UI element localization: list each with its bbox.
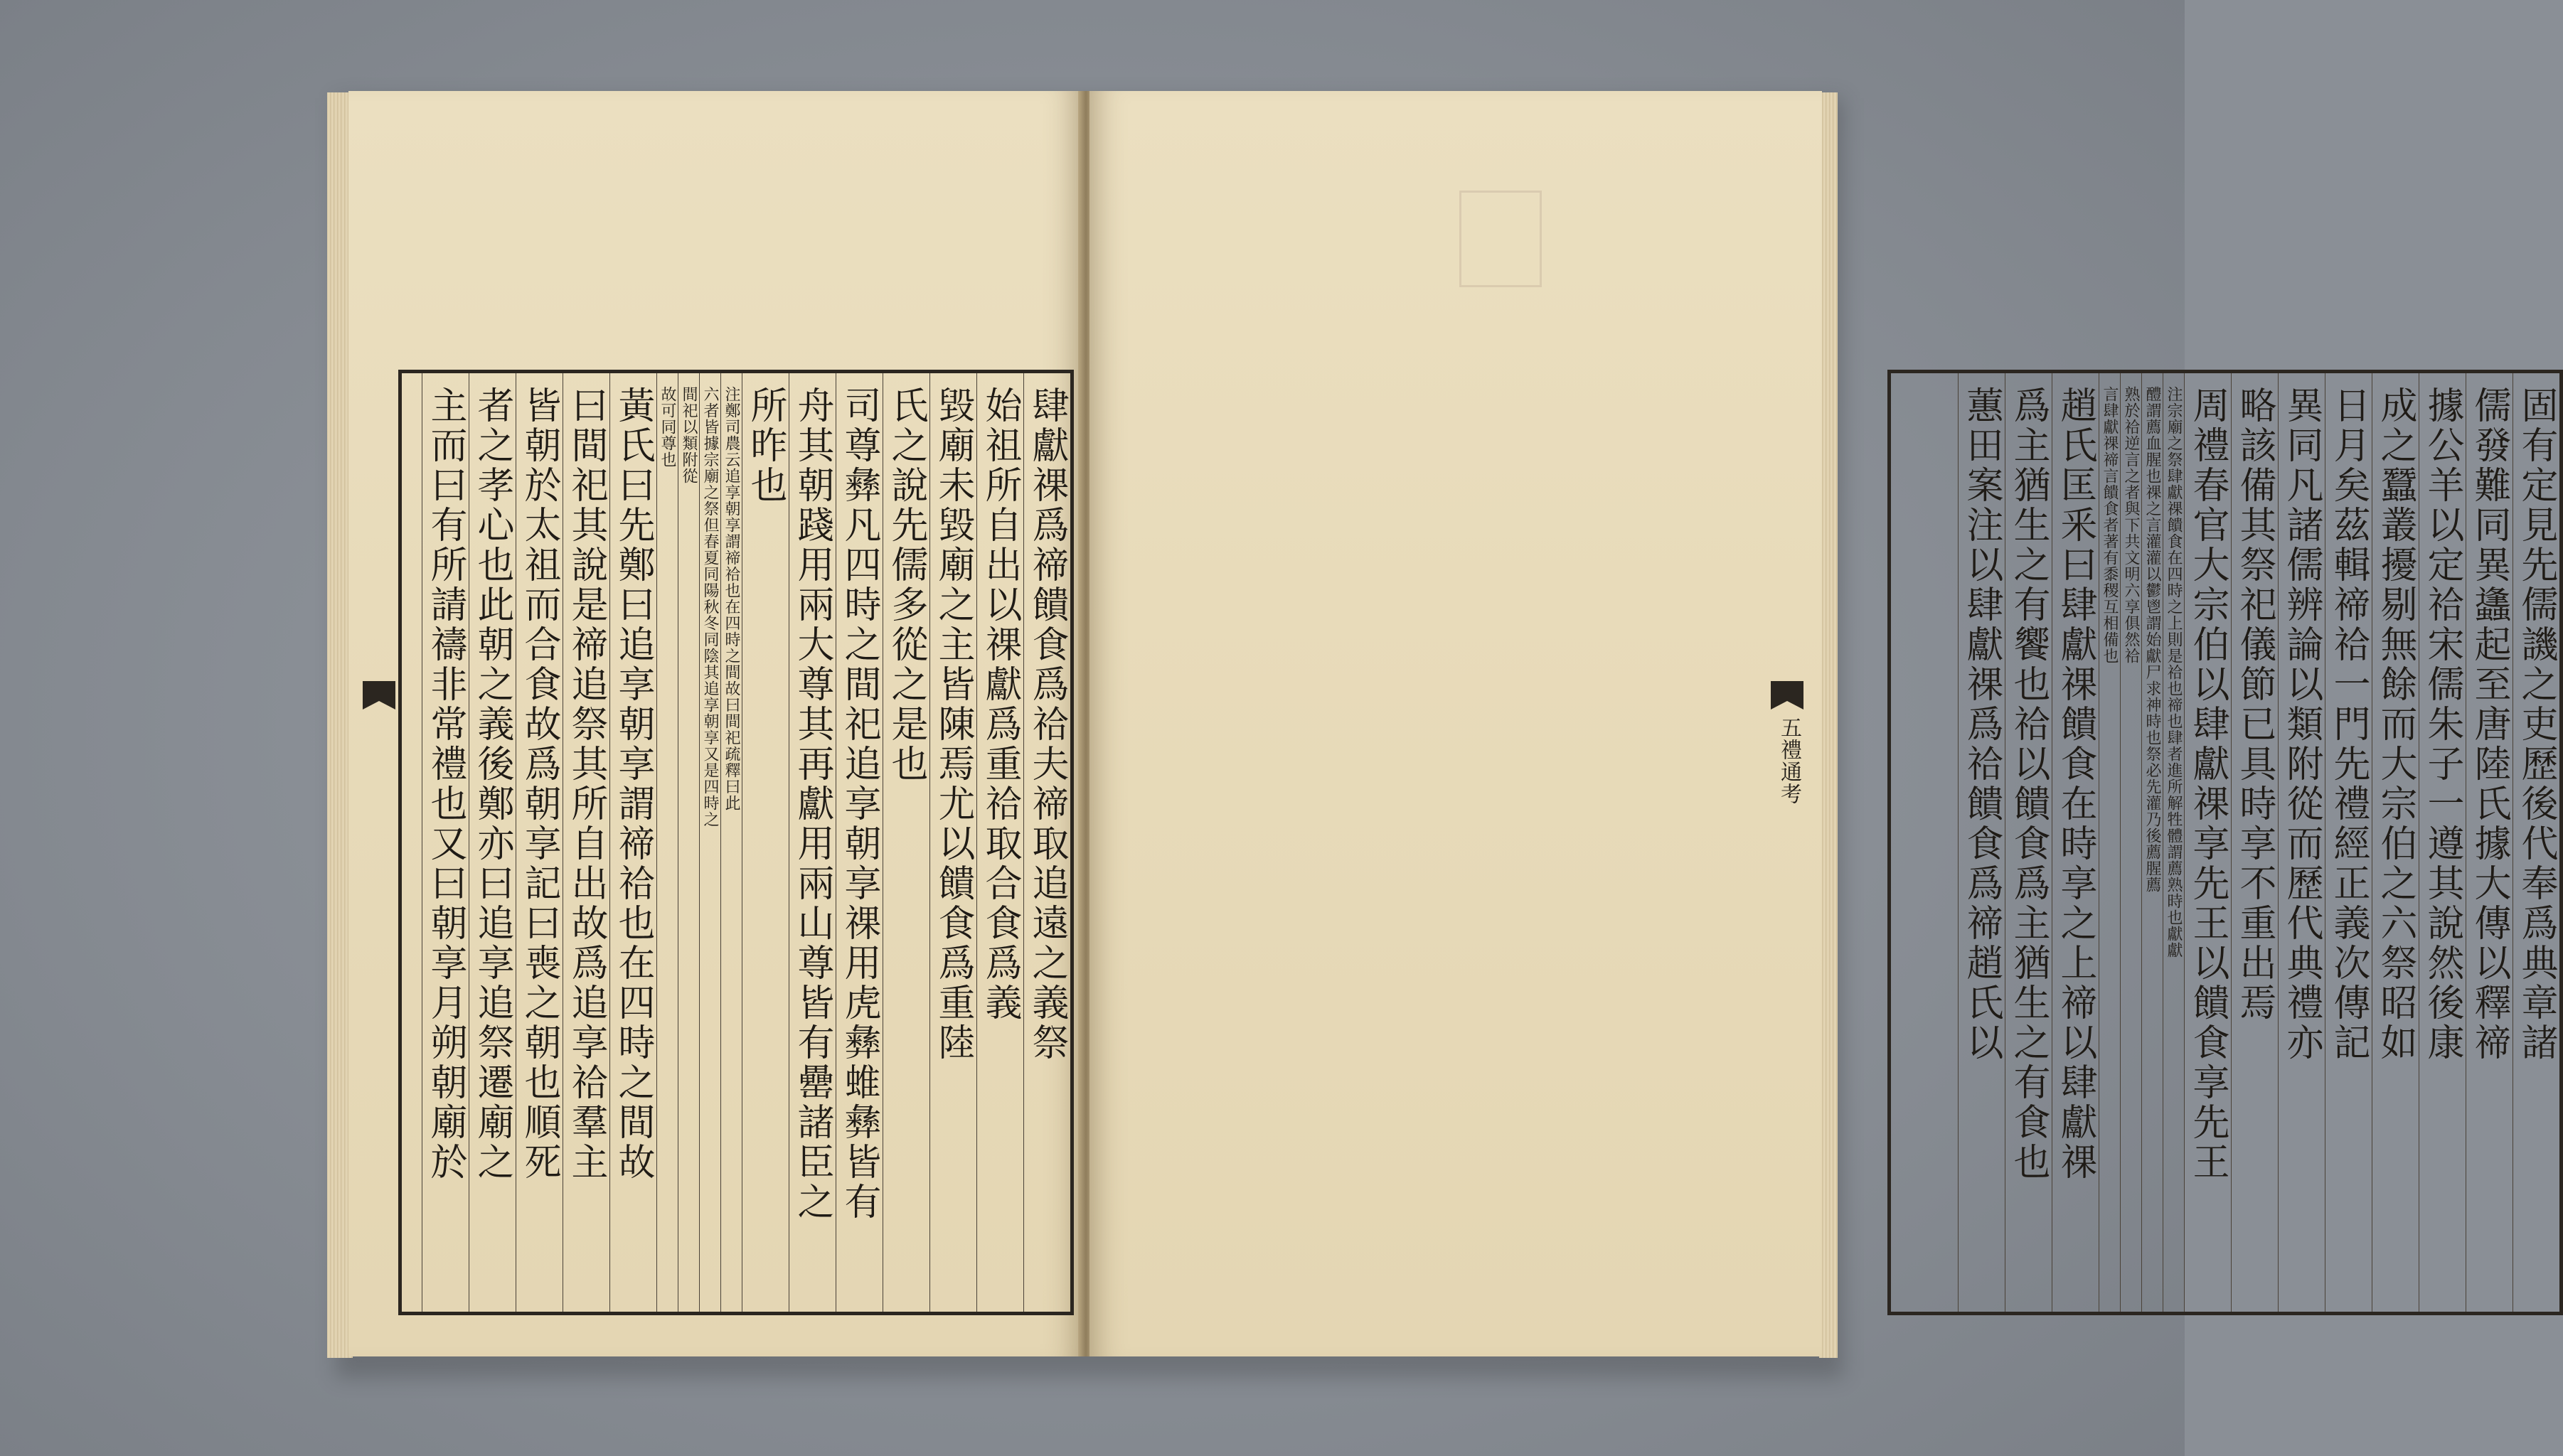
right-column-text: 成之蠶叢擾剔無餘而大宗伯之六祭昭如 (2374, 386, 2417, 1063)
left-column (836, 373, 883, 1312)
right-column-text: 日月矣茲輯禘祫一門先禮經正義次傳記 (2327, 386, 2370, 1063)
right-column-text: 略該備其祭祀儀節已具時享不重出焉 (2233, 386, 2276, 1023)
right-column-text: 異同凡諸儒辨論以類附從而歷代典禮亦 (2280, 386, 2323, 1063)
left-column-text: 主而曰有所請禱非常禮也又曰朝享月朔朝廟於 (424, 386, 467, 1182)
left-column (678, 373, 699, 1312)
right-column (2513, 373, 2559, 1312)
left-column (883, 373, 929, 1312)
left-column (720, 373, 742, 1312)
left-column-text: 間祀以類附從 (680, 386, 698, 484)
right-page-header: 五禮通考 (1776, 717, 1801, 805)
left-column (929, 373, 976, 1312)
right-column (2325, 373, 2372, 1312)
right-column (2278, 373, 2325, 1312)
left-column (469, 373, 516, 1312)
right-column-text: 周禮春官大宗伯以肆獻祼享先王以饋食享先王 (2186, 386, 2229, 1182)
right-text-frame (1887, 370, 2563, 1315)
left-column-text: 皆朝於太祖而合食故爲朝享記曰喪之朝也順死 (518, 386, 560, 1182)
left-page (348, 91, 1081, 1356)
right-column-text: 注宗廟之祭肆獻祼饋食在四時之上則是祫也禘也肆者進所解牲體謂薦熟時也獻獻 (2165, 386, 2183, 958)
faded-seal (1459, 191, 1542, 287)
left-column-text: 者之孝心也此朝之義後鄭亦曰追享追祭遷廟之 (471, 386, 513, 1182)
right-column (1958, 373, 2005, 1312)
left-column-text: 氏之說先儒多從之是也 (885, 386, 927, 784)
right-column-text: 固有定見先儒譏之吏歷後代奉爲典章諸 (2515, 386, 2557, 1063)
right-column (2163, 373, 2184, 1312)
right-column-text: 據公羊以定祫宋儒朱子一遵其說然後康 (2421, 386, 2463, 1063)
left-column (1023, 373, 1070, 1312)
left-column-text: 曰間祀其說是禘追祭其所自出故爲追享祫羣主 (565, 386, 607, 1182)
left-column (742, 373, 789, 1312)
left-column-text: 六者皆據宗廟之祭但春夏同陽秋冬同陰其追享朝享又是四時之 (701, 386, 719, 828)
left-text-frame (398, 370, 1074, 1315)
right-column-text: 言肆獻祼禘言饋食者著有黍稷互相備也 (2101, 386, 2119, 664)
right-column (2419, 373, 2466, 1312)
left-column (422, 373, 469, 1312)
right-page (1089, 91, 2557, 1356)
right-column (2052, 373, 2099, 1312)
left-column-text: 舟其朝踐用兩大尊其再獻用兩山尊皆有罍諸臣之 (791, 386, 833, 1222)
left-column (789, 373, 836, 1312)
right-column (2120, 373, 2141, 1312)
left-column-text: 故可同尊也 (659, 386, 676, 468)
right-column-text: 儒發難同異蠭起至唐陸氏據大傳以釋禘 (2468, 386, 2510, 1063)
left-column-text: 始祖所自出以祼獻爲重祫取合食爲義 (979, 386, 1021, 1023)
left-column-text: 黃氏曰先鄭曰追享朝享謂禘祫也在四時之間故 (612, 386, 654, 1182)
left-column (609, 373, 656, 1312)
left-column-text: 所昨也 (744, 386, 787, 505)
open-book (327, 85, 2557, 1365)
right-column (2184, 373, 2231, 1312)
left-column (976, 373, 1023, 1312)
left-column (699, 373, 720, 1312)
right-column (2141, 373, 2163, 1312)
right-column-text: 熟於祫逆言之者與下共文明六享俱然祫 (2122, 386, 2140, 664)
right-column (2372, 373, 2419, 1312)
right-column (2005, 373, 2052, 1312)
right-column-text: 爲主猶生之有饗也祫以饋食爲主猶生之有食也 (2007, 386, 2050, 1182)
fish-tail-mark-right (1771, 681, 1803, 710)
right-column (2466, 373, 2513, 1312)
left-column-text: 注鄭司農云追享朝享謂禘祫也在四時之間故曰間祀疏釋曰此 (723, 386, 740, 811)
right-column-text: 醴謂薦血腥也祼之言灌灌以鬱鬯謂始獻尸求神時也祭必先灌乃後薦腥薦 (2143, 386, 2161, 893)
left-column (563, 373, 609, 1312)
left-column-text: 肆獻祼爲禘饋食爲祫夫禘取追遠之義祭 (1025, 386, 1068, 1063)
right-column (2231, 373, 2278, 1312)
right-column (2099, 373, 2120, 1312)
left-column (656, 373, 678, 1312)
right-column-text: 蕙田案注以肆獻祼爲祫饋食爲禘趙氏以 (1960, 386, 2003, 1063)
left-column-text: 司尊彝凡四時之間祀追享朝享祼用虎彝蜼彝皆有 (838, 386, 880, 1222)
fish-tail-mark-left (363, 681, 395, 710)
right-column-text: 趙氏匡釆曰肆獻祼饋食在時享之上禘以肆獻祼 (2054, 386, 2096, 1182)
left-column (516, 373, 563, 1312)
left-column-text: 毀廟未毀廟之主皆陳焉尤以饋食爲重陸 (932, 386, 974, 1063)
